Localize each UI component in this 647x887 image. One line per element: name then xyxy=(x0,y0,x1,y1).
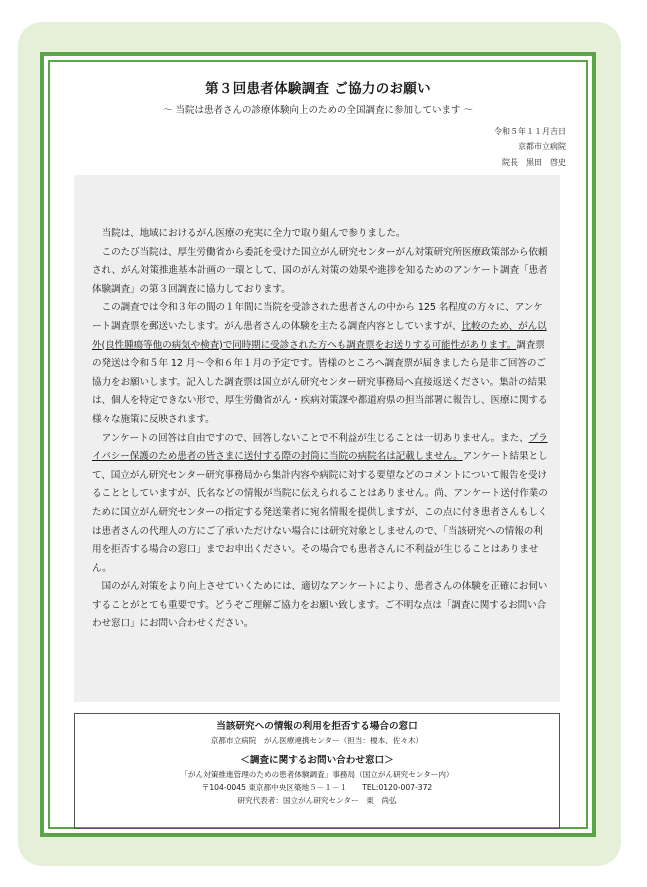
refusal-detail: 京都市立病院 がん医療連携センター（担当：榎本、佐々木） xyxy=(210,736,424,745)
page-subtitle: ～ 当院は患者さんの診療体験向上のための全国調査に参加しています ～ xyxy=(162,105,474,116)
issue-date: 令和５年１１月吉日 xyxy=(494,127,566,136)
notice-frame xyxy=(40,52,596,837)
paragraph-4-text-b: アンケート結果として、国立がん研究センター研究事務局から集計内容や病院に対する要望などのコメントについて報告を受けることとしていますが、氏名などの情報が当院に伝えられることはありません。尚、アンケート送付作業のために国立がん研究センターの指定する発送業者に宛名情報を提供しますが、この点に付き患者さんもしくは患者さんの代理人の方にご了承いただけない場合には研究対象としませんので、「当該研究への情報の利用を拒否する場合の窓口」までお申出ください。その場合でも患者さんに不利益が生じることはありません。 xyxy=(92,451,548,574)
paragraph-5: 国のがん対策をより向上させていくためには、適切なアンケートにより、患者さんの体験を正確にお伺いすることがとても重要です。どうぞご理解ご協力をお願い致します。ご不明な点は「調査に関するお問い合わせ窓口」にお問い合わせください。 xyxy=(92,581,548,630)
paragraph-4-underlined: プライバシー保護のため患者の皆さまに送付する際の封筒に当院の病院名は記載しません。 xyxy=(92,432,548,463)
director-name: 院長 黒田 啓史 xyxy=(502,158,566,167)
paragraph-2: このたび当院は、厚生労働省から委託を受けた国立がん研究センターがん対策研究所医療政策部から依頼され、がん対策推進基本計画の一環として、国のがん対策の効果や進捗を知るためのアンケート調査「患者体験調査」の第３回調査に協力しております。 xyxy=(92,246,548,295)
inquiry-representative: 研究代表者：国立がん研究センター 東 尚弘 xyxy=(237,796,397,805)
paragraph-3 xyxy=(92,299,550,429)
inquiry-address: 〒104-0045 東京都中央区築地５－１－１ TEL:0120-007-372 xyxy=(201,783,433,792)
page-title: 第３回患者体験調査 ご協力のお願い xyxy=(205,81,431,97)
paragraph-4-text-a: アンケートの回答は自由ですので、回答しないことで不利益が生じることは一切ありません。また、 xyxy=(101,432,529,444)
paragraph-3-text-a: この調査では令和３年の間の１年間に当院を受診された患者さんの中から 125 名程度の方々に、アンケート調査票を郵送いたします。がん患者さんの体験を主たる調査内容としていますが、 xyxy=(92,302,543,332)
paragraph-1: 当院は、地域におけるがん医療の充実に全力で取り組んで参りました。 xyxy=(101,228,406,239)
inquiry-heading: ＜調査に関するお問い合わせ窓口＞ xyxy=(240,755,394,766)
refusal-heading: 当該研究への情報の利用を拒否する場合の窓口 xyxy=(216,721,418,732)
paragraph-3-underlined: 比較のため、がん以外(良性腫瘍等他の病気や検査)で同時期に受診された方へも調査票をお送りする可能性があります。 xyxy=(92,320,547,351)
hospital-name: 京都市立病院 xyxy=(518,142,566,151)
notice-body xyxy=(74,175,560,702)
paragraph-4 xyxy=(92,430,550,579)
inquiry-office: 「がん対策推進管理のための患者体験調査」事務局（国立がん研究センター内） xyxy=(180,770,454,779)
paragraph-3-text-b: 調査票の発送は令和５年 12 月～令和６年１月の予定です。皆様のところへ調査票が届きましたら是非ご回答のご協力をお願いします。記入した調査票は国立がん研究センター研究事務局へ直接返送ください。集計の結果は、個人を特定できない形で、厚生労働省がん・疾病対策課や都道府県の担当部署に報告し、医療に関する様々な施策に反映されます。 xyxy=(92,339,548,425)
contact-box xyxy=(74,713,560,829)
